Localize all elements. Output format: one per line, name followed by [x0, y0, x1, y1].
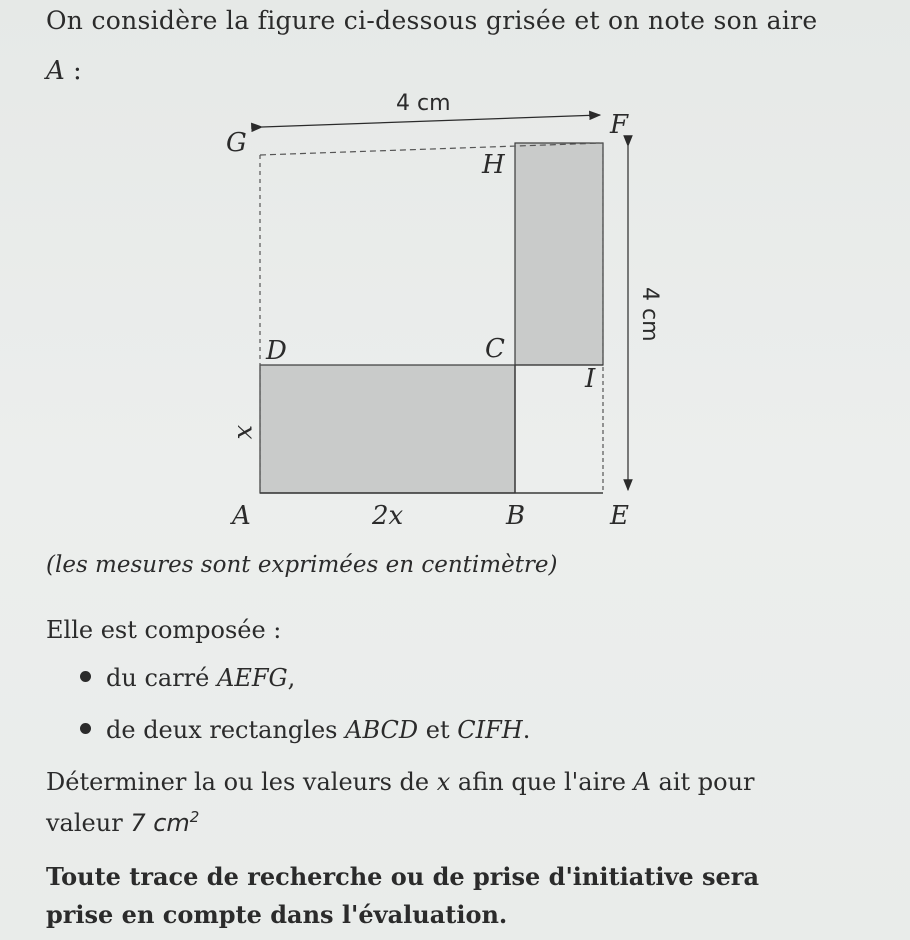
bullet-2-middle: et [418, 716, 458, 744]
label-c: C [485, 334, 505, 364]
footer-line-2: prise en compte dans l'évaluation. [46, 900, 508, 929]
bullet-1-suffix: , [287, 664, 296, 692]
task-value: 7 cm [130, 809, 190, 837]
label-h: H [482, 150, 505, 180]
width-label-2x: 2x [372, 501, 404, 531]
bullet-1-prefix: du carré [106, 664, 217, 692]
task-value-prefix: valeur [46, 809, 131, 837]
bullet-1-math: AEFG [216, 664, 288, 692]
task-line-2 [46, 808, 199, 837]
bullet-icon [80, 671, 91, 682]
area-symbol: A [46, 56, 65, 86]
label-i: I [585, 364, 596, 394]
label-g: G [226, 128, 247, 158]
top-dimension-label: 4 cm [396, 91, 451, 116]
label-f: F [610, 110, 629, 140]
composition-list [70, 656, 530, 760]
intro-line-1: On considère la figure ci-dessous grisée et on note son aire [46, 6, 818, 35]
label-e: E [610, 501, 629, 531]
intro-colon: : [64, 56, 82, 86]
task-text-1: Déterminer la ou les valeurs de [46, 768, 437, 796]
bullet-2-suffix: . [522, 716, 531, 744]
side-dimension-label: 4 cm [637, 287, 662, 342]
height-label-x: x [231, 425, 261, 440]
composed-heading: Elle est composée : [46, 616, 282, 644]
footer-line-1: Toute trace de recherche ou de prise d'initiative sera [46, 862, 759, 891]
label-b: B [506, 501, 526, 531]
task-text-2: afin que l'aire [450, 768, 634, 796]
rectangle-cifh [515, 143, 603, 365]
task-value-exponent: 2 [189, 808, 200, 826]
task-line-1 [46, 768, 755, 796]
bullet-2-prefix: de deux rectangles [106, 716, 346, 744]
units-note: (les mesures sont exprimées en centimètre) [46, 552, 558, 578]
task-area-symbol: A [633, 768, 651, 796]
bullet-2-math: ABCD [345, 716, 419, 744]
bullet-2-math2: CIFH [457, 716, 523, 744]
task-variable-x: x [436, 768, 451, 796]
label-a: A [232, 501, 251, 531]
list-item [70, 656, 530, 708]
rectangle-abcd [260, 365, 515, 493]
list-item [70, 708, 530, 760]
label-d: D [266, 336, 287, 366]
bullet-icon [80, 723, 91, 734]
task-text-3: ait pour [650, 768, 755, 796]
top-dimension-arrow [262, 115, 600, 127]
